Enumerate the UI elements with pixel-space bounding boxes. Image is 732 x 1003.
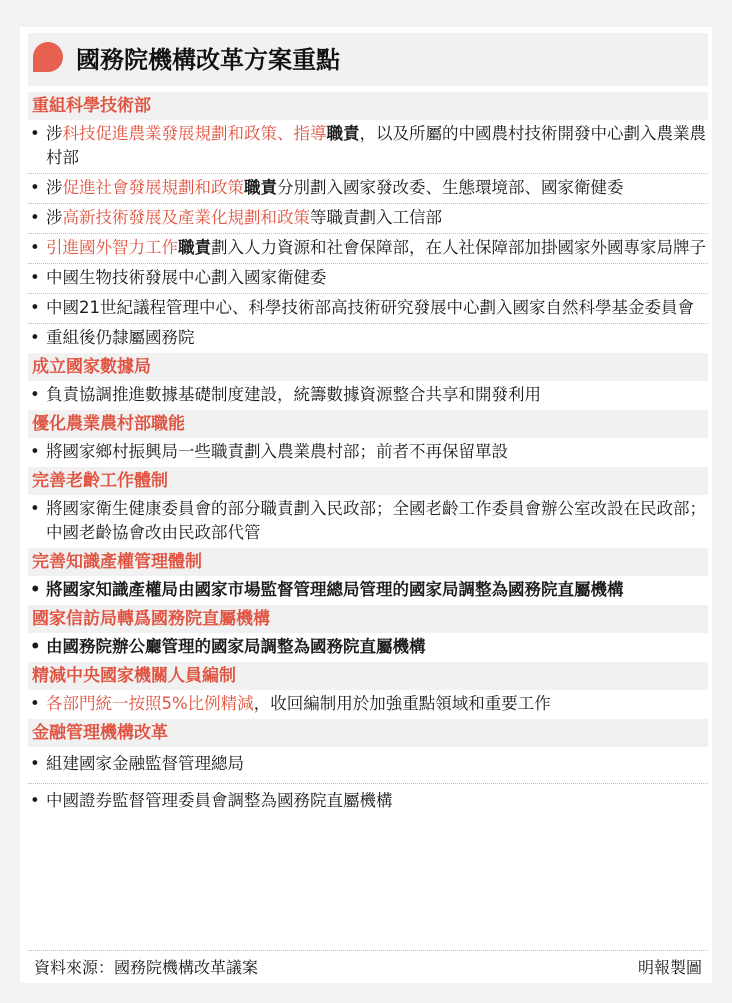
list-item	[28, 294, 708, 324]
section-heading: 金融管理機構改革	[28, 719, 708, 747]
bullet-icon: •	[30, 208, 40, 227]
list-item	[28, 633, 708, 662]
bullet-icon: •	[30, 298, 40, 317]
section-items	[28, 381, 708, 410]
section-heading: 精減中央國家機關人員編制	[28, 662, 708, 690]
bullet-icon: •	[30, 385, 40, 404]
highlight-text: 高新技術發展及產業化規劃和政策	[62, 208, 310, 227]
section-heading: 成立國家數據局	[28, 353, 708, 381]
list-item	[28, 438, 708, 467]
section-items	[28, 633, 708, 662]
item-text: 負責協調推進數據基礎制度建設，統籌數據資源整合共享和開發利用	[46, 385, 541, 404]
speech-bubble-icon	[33, 42, 63, 72]
bullet-icon: •	[30, 178, 40, 197]
credit-note: 明報製圖	[637, 958, 702, 977]
item-text: 等職責劃入工信部	[310, 208, 442, 227]
bullet-icon: •	[30, 499, 40, 518]
item-text: 中國21世紀議程管理中心、科學技術部高技術研究發展中心劃入國家自然科學基金委員會	[46, 298, 694, 317]
bold-text: 職責	[326, 124, 360, 143]
section-heading: 重組科學技術部	[28, 92, 708, 120]
highlight-text: 科技促進農業發展規劃和政策、指導	[62, 124, 327, 143]
bullet-icon: •	[30, 328, 40, 347]
item-text: 涉	[46, 208, 63, 227]
list-item	[28, 234, 708, 264]
item-text: ，以及所屬的中國農村技術開發中心劃入農業農村部	[46, 124, 706, 167]
bullet-icon: •	[30, 754, 40, 773]
footer-divider	[28, 950, 708, 951]
bullet-icon: •	[30, 268, 40, 287]
list-item	[28, 264, 708, 294]
list-item	[28, 690, 708, 719]
highlight-text: 引進國外智力工作	[46, 238, 178, 257]
list-item	[28, 381, 708, 410]
page-title: 國務院機構改革方案重點	[76, 45, 340, 74]
item-text: 涉	[46, 124, 63, 143]
section-items	[28, 120, 708, 353]
section-items	[28, 690, 708, 719]
list-item	[28, 174, 708, 204]
list-item	[28, 576, 708, 605]
bullet-icon: •	[30, 442, 40, 461]
bullet-icon: •	[30, 694, 40, 713]
list-item	[28, 324, 708, 353]
item-text: 將國家鄉村振興局一些職責劃入農業農村部；前者不再保留單設	[46, 442, 508, 461]
bullet-icon: •	[30, 238, 40, 257]
item-text: ，收回編制用於加強重點領域和重要工作	[253, 694, 551, 713]
item-text: 由國務院辦公廳管理的國家局調整為國務院直屬機構	[46, 637, 426, 656]
list-item	[28, 204, 708, 234]
bullet-icon: •	[30, 580, 41, 599]
footer	[34, 956, 706, 980]
bold-text: 職責	[178, 238, 211, 257]
item-text: 涉	[46, 178, 63, 197]
item-text: 中國生物技術發展中心劃入國家衛健委	[46, 268, 327, 287]
item-text: 組建國家金融監督管理總局	[46, 754, 244, 773]
section-heading: 國家信訪局轉爲國務院直屬機構	[28, 605, 708, 633]
item-text: 劃入人力資源和社會保障部，在人社保障部加掛國家外國專家局牌子	[211, 238, 706, 257]
section-items	[28, 495, 708, 548]
section-items	[28, 438, 708, 467]
bullet-icon: •	[30, 637, 41, 656]
item-text: 分別劃入國家發改委、生態環境部、國家衛健委	[277, 178, 624, 197]
section-heading: 完善老齡工作體制	[28, 467, 708, 495]
content-list	[28, 92, 708, 820]
item-text: 將國家知識產權局由國家市場監督管理總局管理的國家局調整為國務院直屬機構	[46, 580, 624, 599]
section-items	[28, 747, 708, 820]
list-item	[28, 747, 708, 784]
highlight-text: 各部門統一按照5%比例精減	[46, 694, 254, 713]
bullet-icon: •	[30, 791, 40, 810]
section-heading: 完善知識產權管理體制	[28, 548, 708, 576]
section-items	[28, 576, 708, 605]
bold-text: 職責	[244, 178, 277, 197]
list-item	[28, 120, 708, 174]
bullet-icon: •	[30, 124, 40, 143]
highlight-text: 促進社會發展規劃和政策	[62, 178, 244, 197]
item-text: 中國證券監督管理委員會調整為國務院直屬機構	[46, 791, 393, 810]
item-text: 重組後仍隸屬國務院	[46, 328, 195, 347]
list-item	[28, 495, 708, 548]
item-text: 將國家衛生健康委員會的部分職責劃入民政部；全國老齡工作委員會辦公室改設在民政部；中國老齡協會改由民政部代管	[46, 499, 706, 542]
section-heading: 優化農業農村部職能	[28, 410, 708, 438]
source-note: 資料來源：國務院機構改革議案	[34, 958, 259, 977]
list-item	[28, 784, 708, 820]
